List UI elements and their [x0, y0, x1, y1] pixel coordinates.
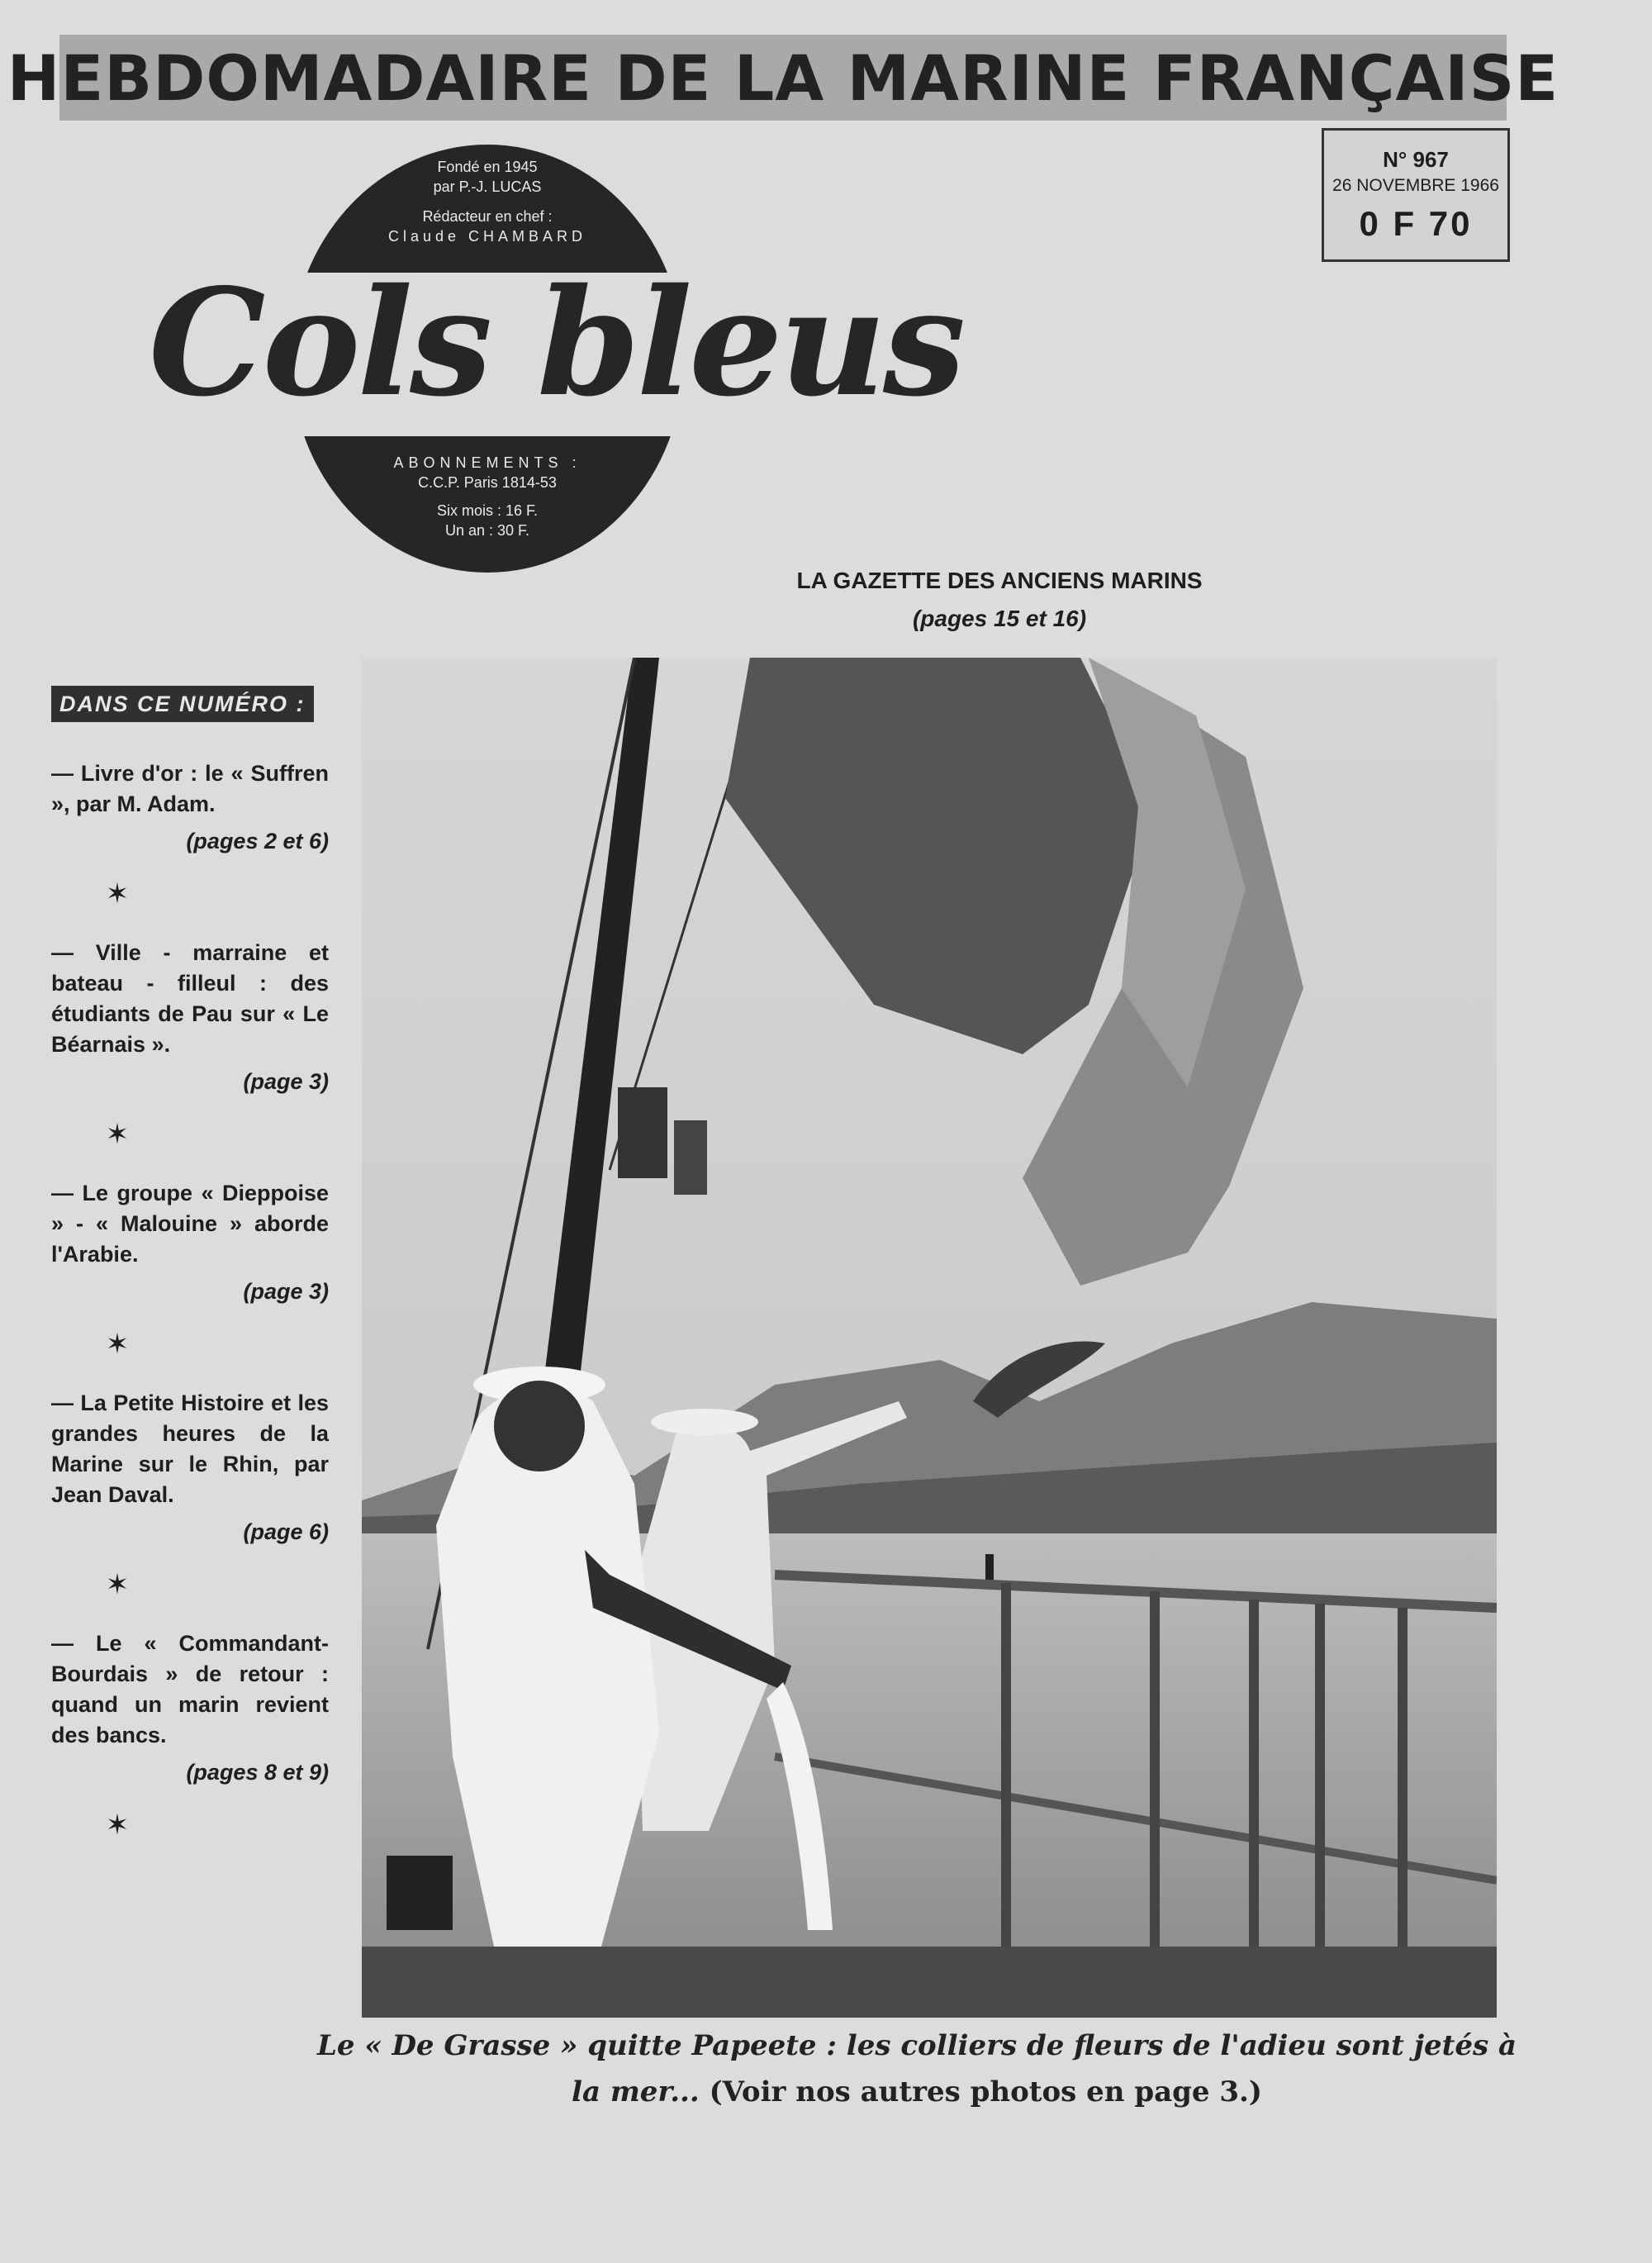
- logo-founding-info: [291, 157, 684, 246]
- entry-text: — Le groupe « Dieppoise » - « Malouine » aborde l'Arabie.: [51, 1181, 329, 1267]
- gazette-teaser: [743, 562, 1256, 638]
- entry-text: — La Petite Histoire et les grandes heures de la Marine sur le Rhin, par Jean Daval.: [51, 1391, 329, 1507]
- editor-name: Claude CHAMBARD: [387, 228, 587, 245]
- gazette-pages: (pages 15 et 16): [912, 606, 1087, 631]
- cover-photo: [362, 658, 1497, 2018]
- masthead-title: HEBDOMADAIRE DE LA MARINE FRANÇAISE: [59, 35, 1507, 121]
- issue-date: 26 NOVEMBRE 1966: [1332, 176, 1499, 195]
- entry-pages: (pages 2 et 6): [186, 829, 329, 853]
- issue-price: 0 F 70: [1359, 204, 1473, 243]
- contents-header: DANS CE NUMÉRO :: [51, 686, 314, 722]
- contents-entry: [51, 1388, 329, 1547]
- subscriptions-label: ABONNEMENTS :: [393, 454, 582, 471]
- founder-line: par P.-J. LUCAS: [433, 178, 542, 195]
- editor-label: Rédacteur en chef :: [422, 208, 553, 225]
- founded-line: Fondé en 1945: [437, 159, 538, 175]
- photo-caption: [314, 2023, 1520, 2115]
- entry-text: — Le « Commandant-Bourdais » de retour : quand un marin revient des bancs.: [51, 1631, 329, 1747]
- star-separator: ✶: [105, 1119, 130, 1150]
- gazette-title: LA GAZETTE DES ANCIENS MARINS: [796, 568, 1203, 593]
- contents-entry: [51, 938, 329, 1097]
- star-separator: ✶: [105, 1569, 130, 1600]
- entry-pages: (page 3): [243, 1069, 329, 1094]
- entry-pages: (page 6): [243, 1519, 329, 1544]
- one-year-price: Un an : 30 F.: [444, 522, 530, 539]
- caption-main: Le « De Grasse » quitte Papeete : les colliers de fleurs de l'adieu sont jetés à la mer...: [316, 2029, 1517, 2108]
- six-month-price: Six mois : 16 F.: [436, 502, 539, 519]
- issue-number: N° 967: [1383, 147, 1449, 172]
- star-separator: ✶: [105, 1809, 130, 1841]
- star-separator: ✶: [105, 878, 130, 910]
- logo-subscription-info: [291, 453, 684, 540]
- caption-reference: (Voir nos autres photos en page 3.): [699, 2075, 1262, 2108]
- contents-list: [51, 758, 329, 1869]
- entry-text: — Livre d'or : le « Suffren », par M. Adam.: [51, 761, 329, 816]
- newspaper-logo: Cols bleus: [149, 256, 963, 429]
- star-separator: ✶: [105, 1329, 130, 1360]
- ccp-account: C.C.P. Paris 1814-53: [418, 474, 557, 491]
- contents-entry: [51, 758, 329, 857]
- entry-text: — Ville - marraine et bateau - filleul : des étudiants de Pau sur « Le Béarnais ».: [51, 940, 329, 1057]
- contents-entry: [51, 1628, 329, 1788]
- issue-info-box: [1322, 128, 1510, 262]
- entry-pages: (page 3): [243, 1279, 329, 1304]
- entry-pages: (pages 8 et 9): [186, 1760, 329, 1785]
- contents-entry: [51, 1178, 329, 1307]
